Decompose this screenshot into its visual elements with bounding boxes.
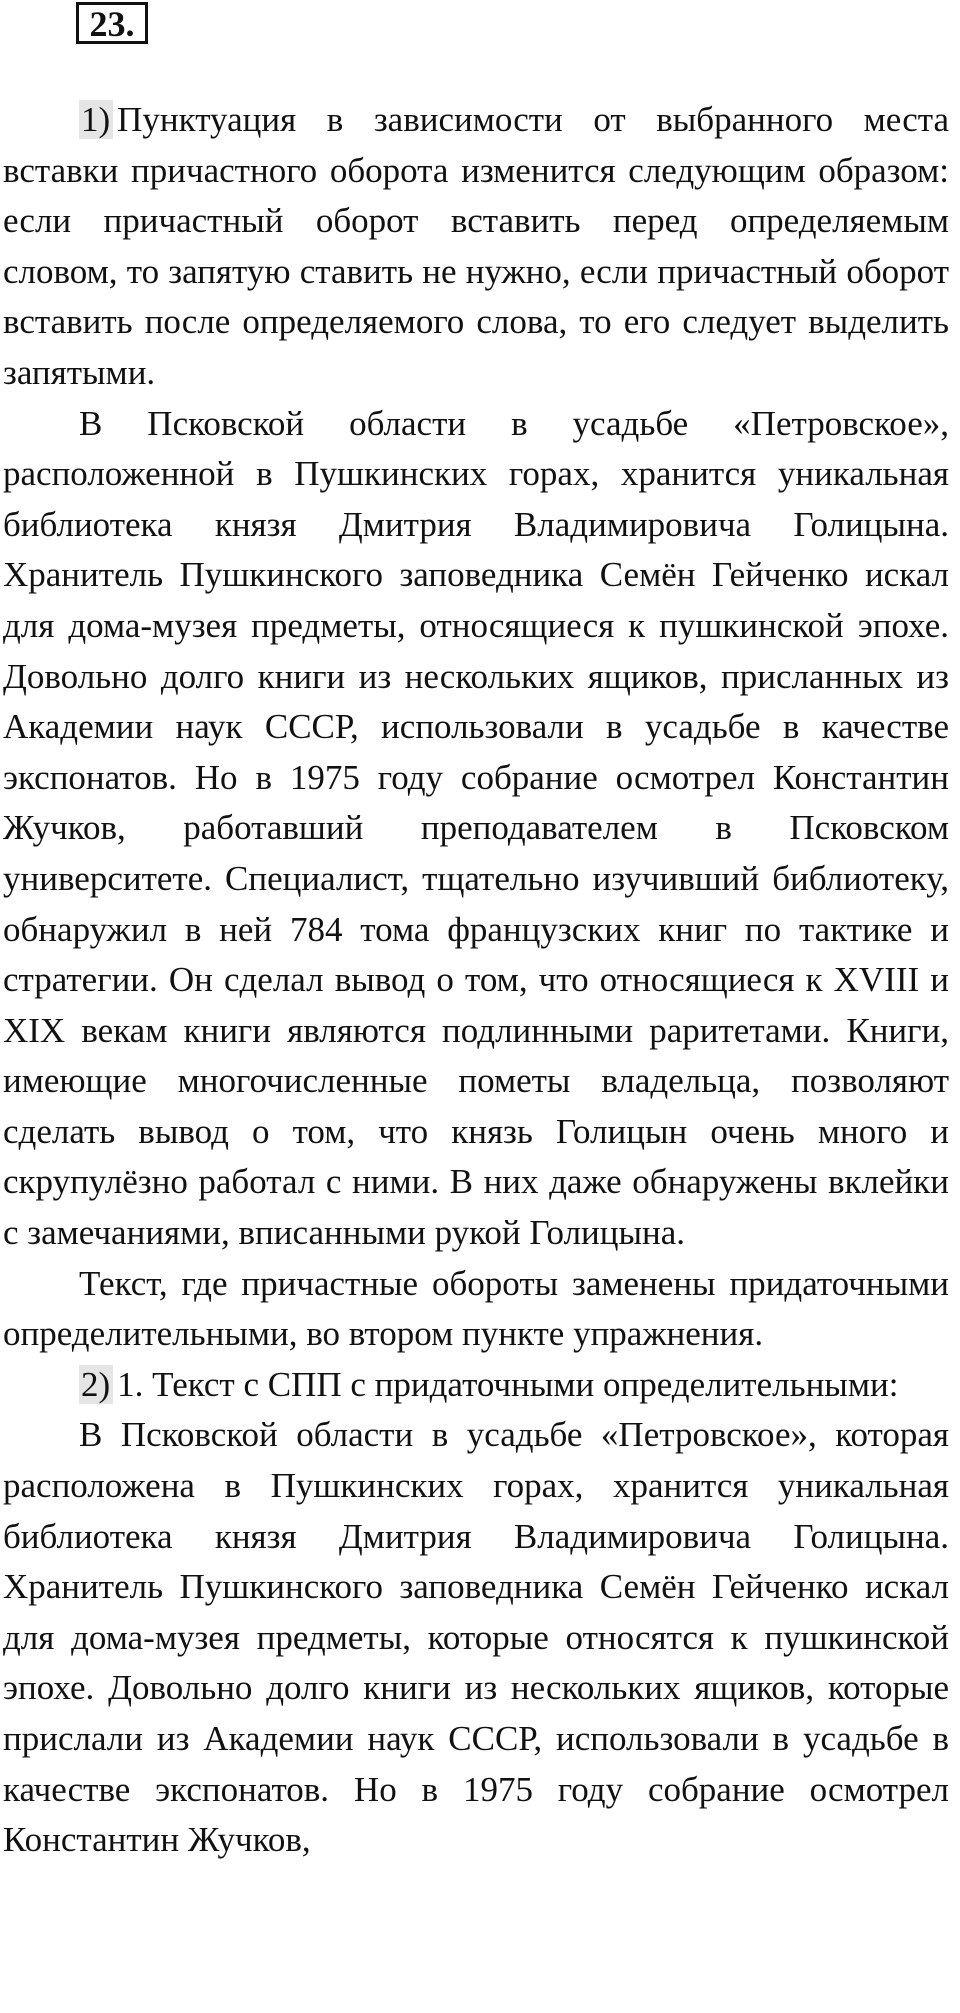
point-marker-2: 2) — [79, 1365, 113, 1404]
paragraph-1-text: Пунктуация в зависимости от выбранного места вставки причастного оборота изменится следующим образом: если причастный оборот вставить перед определяемым словом, то запятую ставить не нужно, если причастный оборот вставить после определяемого слова, то его следует выделить запятыми. — [3, 100, 949, 392]
paragraph-2 — [3, 399, 949, 1259]
task-number-box: 23. — [76, 2, 148, 44]
paragraph-3-text: Текст, где причастные обороты заменены придаточными определительными, во втором пункте упражнения. — [3, 1263, 949, 1354]
paragraph-4 — [3, 1360, 949, 1411]
paragraph-4-text: 1. Текст с СПП с придаточными определительными: — [117, 1364, 899, 1404]
point-marker-1: 1) — [79, 100, 113, 139]
paragraph-1 — [3, 95, 949, 399]
paragraph-5 — [3, 1410, 949, 1865]
paragraph-5-text: В Псковской области в усадьбе «Петровское», которая расположена в Пушкинских горах, хранится уникальная библиотека князя Дмитрия Владимировича Голицына. Хранитель Пушкинского заповедника Семён Гейченко искал для дома-музея предметы, которые относятся к пушкинской эпохе. Довольно долго книги из нескольких ящиков, которые прислали из Академии наук СССР, использовали в усадьбе в качестве экспонатов. Но в 1975 году собрание осмотрел Константин Жучков, — [3, 1415, 949, 1860]
answer-text — [3, 95, 949, 1866]
paragraph-2-text: В Псковской области в усадьбе «Петровское», расположенной в Пушкинских горах, хранится уникальная библиотека князя Дмитрия Владимировича Голицына. Хранитель Пушкинского заповедника Семён Гейченко искал для дома-музея предметы, относящиеся к пушкинской эпохе. Довольно долго книги из нескольких ящиков, присланных из Академии наук СССР, использовали в усадьбе в качестве экспонатов. Но в 1975 году собрание осмотрел Константин Жучков, работавший преподавателем в Псковском университете. Специалист, тщательно изучивший библиотеку, обнаружил в ней 784 тома французских книг по тактике и стратегии. Он сделал вывод о том, что относящиеся к XVIII и XIX векам книги являются подлинными раритетами. Книги, имеющие многочисленные пометы владельца, позволяют сделать вывод о том, что князь Голицын очень много и скрупулёзно работал с ними. В них даже обнаружены вклейки с замечаниями, вписанными рукой Голицына. — [3, 403, 949, 1253]
paragraph-3 — [3, 1259, 949, 1360]
